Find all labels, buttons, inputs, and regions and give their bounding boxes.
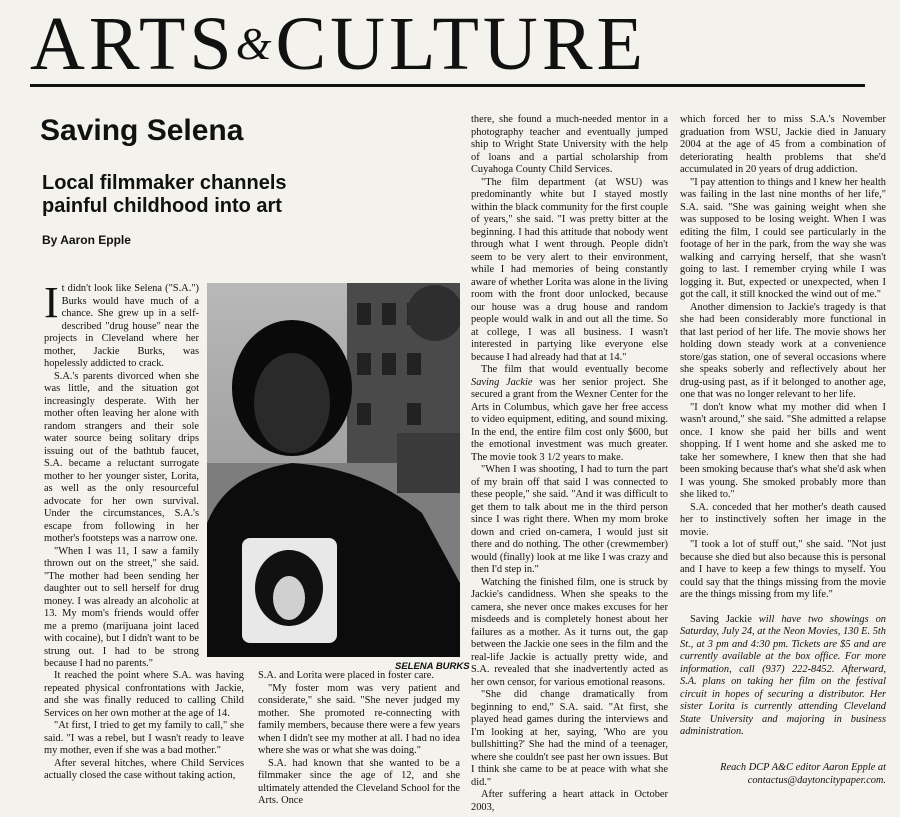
paragraph: there, she found a much-needed mentor in a photography teacher and eventually jumped ship to Wright State University with the help of loans and a partial scholarship from Cuyahoga County Child Services. [471,114,668,175]
drop-cap: I [44,278,59,327]
paragraph-text: The film that would eventually become [481,364,668,375]
section-masthead [30,6,890,82]
paragraph: "I took a lot of stuff out," she said. "Not just because she died but also because this is personal and I have to keep a few things to myself. You could say that the things missing from the movie are the things missing from my life." [680,539,886,600]
paragraph-text: was her senior project. She secured a grant from the Wexner Center for the Arts in Columbus, which gave her free access to video equipment, editing, and sound mixing. In the end, the entire film cost only $600, but the emotional investment was much greater. The movie took 3 1/2 years to make. [471,376,668,463]
paragraph: "She did change dramatically from beginning to end," S.A. said. "At first, she played head games during the interviews and I'm looking at her, saying, 'Who are you bullshitting?' She had the mind of a teenager, where she couldn't see past her own issues. But I think she came to be at peace with what she did." [471,689,668,788]
article-headline: Saving Selena [40,114,244,147]
paragraph: "When I was shooting, I had to turn the part of my brain off that said I was connected to these people," she said. "And it was difficult to get them to talk about me in the third person since I was right there. When my mom broke down and cried on-camera, I would just sit there and do nothing. The other (crewmember) would (finally) look at me like I was crazy and then I'd step in." [471,464,668,575]
column-1-bottom [44,670,244,783]
paragraph: Another dimension to Jackie's tragedy is that she had been considerably more functional in that last period of her life. The movie shows her holding down steady work at a convenience store/gas station, one of several occasions where she speaks soberly and reflectively about her drug-using past, as if it belonged to another age, one that was no longer relevant to her life. [680,301,886,400]
paragraph [44,278,199,371]
contact-line: Reach DCP A&C editor Aaron Epple at [720,762,886,773]
paragraph: S.A. and Lorita were placed in foster care. [258,670,434,681]
article-column-4 [680,114,886,739]
article-byline: By Aaron Epple [42,233,131,247]
paragraph-text: t didn't look like Selena ("S.A.") Burks would have much of a chance. She grew up in a self-described "drug house" near the projects in Cleveland where her mother, Jackie Burks, was hopelessly addicted to crack. [44,283,199,369]
article-column-3 [471,114,668,814]
screening-details: will have two showings on Saturday, July 24, at the Neon Movies, 130 E. 5th St., at 3 pm and 4:30 pm. Tickets are $5 and are currently available at the box office. For more information, call (937) 222-8452. Afterward, S.A. plans on taking her film on the festival circuit in hopes of securing a distributor. Her sister Lorita is currently attending Cleveland State University and majoring in business administration. [680,613,886,737]
selena-burks-photo [207,283,460,657]
film-title: Saving Jackie [471,376,533,388]
paragraph: Watching the finished film, one is struck by Jackie's candidness. When she speaks to the camera, she never once makes excuses for her misdeeds and is completely honest about her failures as a mother. As it turns out, the gap between the Jackie one sees in the film and the real-life Jackie is actually pretty wide, and S.A. revealed that she inadvertently acted as her own censor, for various emotional reasons. [471,576,668,688]
paragraph: "My foster mom was very patient and considerate," she said. "She never judged my mother. She promoted re-connecting with family members, because there were a few years when I didn't see my mother at all. I had no idea where she was or what she was doing." [258,682,460,756]
photo-caption: SELENA BURKS [395,661,470,672]
paragraph: It reached the point where S.A. was having repeated physical confrontations with Jackie, and she was finally reduced to calling Child Services on her own mother at the age of 14. [44,670,244,719]
photo-illustration [207,283,460,657]
masthead-culture: CULTURE [275,6,647,82]
masthead-arts: ARTS [30,6,236,82]
paragraph: "I pay attention to things and I knew her health was failing in the last nine months of her life," S.A. said. "She was gaining weight when she was supposed to be losing weight. When I was editing the film, I could see particularly in the footage of her in the park, from the way she was walking and carrying herself, that she wasn't going to last. I remember crying while I was logging it. But, expected or unexpected, when I got the call, it still knocked the wind out of me." [680,176,886,300]
contact-email: contactus@daytoncitypaper.com. [747,774,886,786]
masthead-ampersand: & [235,18,276,69]
masthead-rule [30,84,865,87]
article-column-2 [258,670,460,808]
paragraph: "I don't know what my mother did when I wasn't around," she said. "She admitted a relapse once. I know she paid her bills and went shopping. If I went home and she asked me to take her somewhere, I knew then that she had been smoking because that's what she'd ask when I was young. She smoked probably more than she liked to." [680,401,886,500]
screening-info [680,614,886,739]
contact-note [676,762,886,787]
paragraph: S.A.'s parents divorced when she was little, and the situation got increasingly desperate. With her mother often leaving her alone with random strangers and their sole water source being solitary drips issuing out of the bathtub faucet, S.A. became a reluctant surrogate mother to her younger sister, Lorita, as well as the only resourceful advocate for her own survival. Under the circumstances, S.A.'s escape from following in her mother's footsteps was a narrow one. [44,370,199,544]
paragraph: After suffering a heart attack in October 2003, [471,789,668,813]
paragraph: After several hitches, where Child Services actually closed the case without taking action, [44,757,244,781]
paragraph: which forced her to miss S.A.'s November graduation from WSU, Jackie died in January 2004 at the age of 45 from a combination of deteriorating health problems that she'd accumulated in 20 years of drug addiction. [680,114,886,175]
paragraph [471,364,668,464]
paragraph: "The film department (at WSU) was predominantly white but I stayed mostly within the black community for the first couple of years," she said. "I was pretty bitter at the beginning. I had this attitude that nobody went through what I went through. People didn't seem to be very alert to their environment, while I had memories of being constantly aware of whether Lorita was alone in the living room with the front door unlocked, because our house was a drug house and random people would walk in and out all the time. So at college, I was all business. I wasn't interested in partying like everyone else because I had already had that at 14." [471,176,668,363]
film-title: Saving Jackie [690,613,759,625]
paragraph: "At first, I tried to get my family to call," she said. "I was a rebel, but I wasn't ready to leave my mother, even if she was a bad mother." [44,720,244,756]
article-subhead: Local filmmaker channels painful childhood into art [42,172,287,217]
paragraph: S.A. conceded that her mother's death caused her to instinctively soften her image in the movie. [680,501,886,538]
article-column-1 [44,278,199,671]
paragraph: S.A. had known that she wanted to be a filmmaker since the age of 12, and she ultimately attended the Cleveland School for the Arts. Once [258,757,460,806]
paragraph: "When I was 11, I saw a family thrown out on the street," she said. "The mother had been sending her daughter out to sell herself for drug money. I was already an alcoholic at 13. My mom's friends would offer me a premo (marijuana joint laced with cocaine), but I didn't want to be strung out. I had to be strong because I had no parents." [44,545,199,669]
